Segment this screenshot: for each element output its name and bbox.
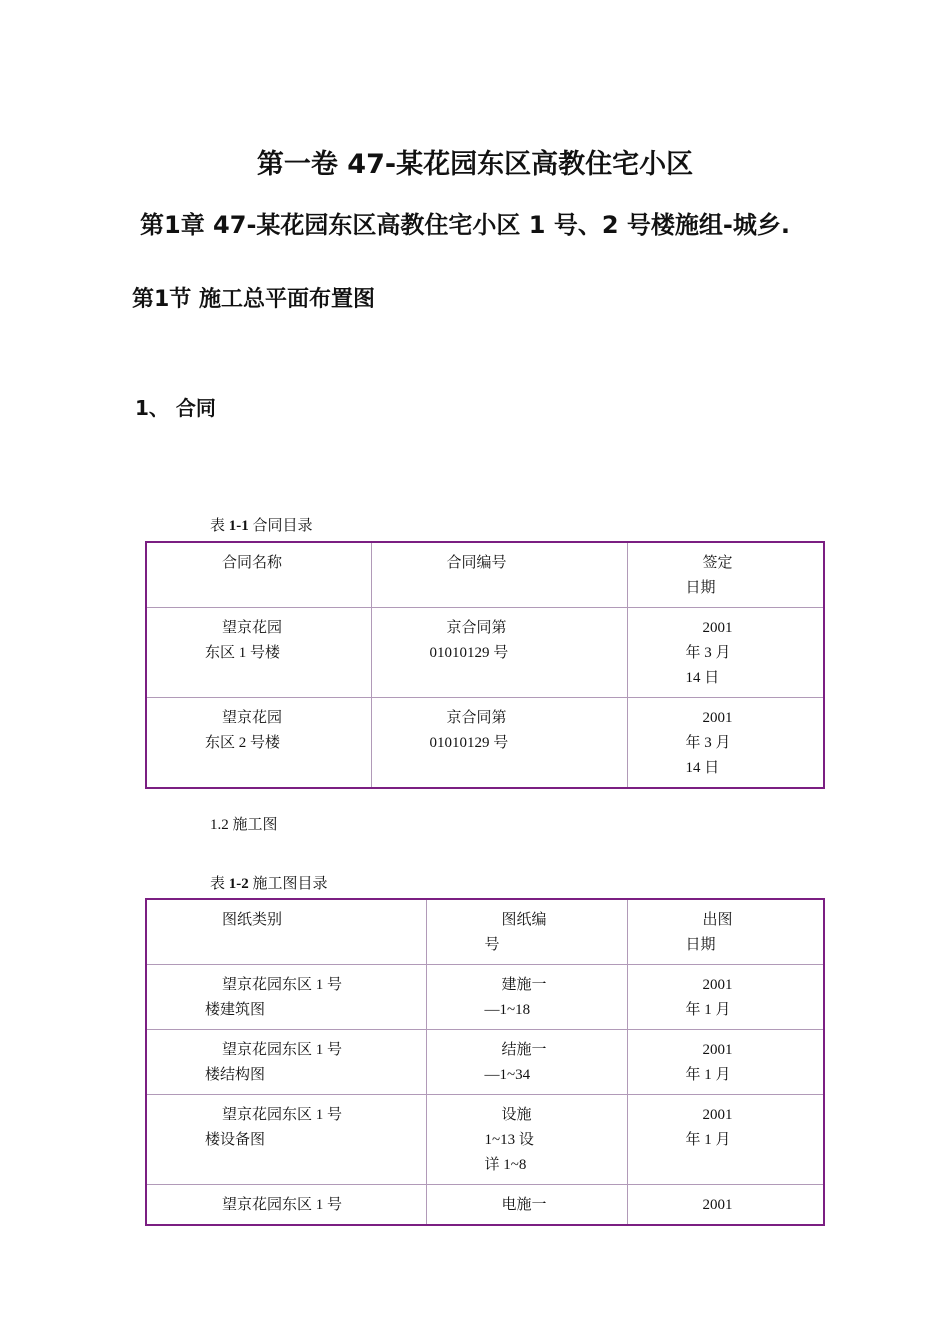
cell-line: 2001 bbox=[702, 1107, 733, 1123]
table2-caption: 表 1-2 施工图目录 bbox=[210, 876, 328, 892]
cell-line: 图纸编 bbox=[501, 912, 547, 928]
cell-line: 结施一 bbox=[501, 1042, 547, 1058]
cell-line: 楼建筑图 bbox=[205, 1002, 266, 1018]
cell-line: 年 1 月 bbox=[685, 1067, 731, 1083]
cell-line: 日期 bbox=[685, 580, 716, 596]
cell-line: 年 3 月 bbox=[685, 645, 731, 661]
table-cell bbox=[627, 1185, 824, 1226]
table-cell bbox=[627, 1095, 824, 1185]
cell-line: 2001 bbox=[702, 1042, 733, 1058]
cell-line: 建施一 bbox=[501, 977, 547, 993]
subheading-drawings: 1.2 施工图 bbox=[210, 817, 278, 833]
table-cell bbox=[371, 608, 627, 698]
table-cell bbox=[426, 1185, 627, 1226]
cell-line: 楼结构图 bbox=[205, 1067, 266, 1083]
volume-title: 第一卷 47-某花园东区高教住宅小区 bbox=[256, 149, 694, 180]
cell-line: 14 日 bbox=[685, 670, 720, 686]
cell-line: 01010129 号 bbox=[429, 735, 509, 751]
section-title: 第1节 施工总平面布置图 bbox=[132, 287, 375, 312]
cell-line: 2001 bbox=[702, 1197, 733, 1213]
table-row bbox=[146, 1095, 824, 1185]
cell-line: 东区 1 号楼 bbox=[205, 645, 281, 661]
table-cell bbox=[146, 1095, 426, 1185]
table-cell bbox=[146, 965, 426, 1030]
item-heading-contract: 1、 合同 bbox=[135, 396, 216, 420]
table-cell bbox=[627, 899, 824, 965]
table-cell bbox=[146, 1030, 426, 1095]
cell-line: 01010129 号 bbox=[429, 645, 509, 661]
table-cell bbox=[426, 1095, 627, 1185]
cell-line: 设施 bbox=[501, 1107, 532, 1123]
cell-line: 京合同第 bbox=[446, 620, 507, 636]
cell-line: 日期 bbox=[685, 937, 716, 953]
table-row bbox=[146, 1030, 824, 1095]
cell-line: 年 1 月 bbox=[685, 1002, 731, 1018]
table-cell bbox=[627, 542, 824, 608]
cell-line: 望京花园东区 1 号 bbox=[222, 1042, 343, 1058]
table-cell bbox=[146, 899, 426, 965]
table1-caption: 表 1-1 合同目录 bbox=[210, 518, 313, 534]
table-cell bbox=[627, 965, 824, 1030]
cell-line: 电施一 bbox=[501, 1197, 547, 1213]
table-row bbox=[146, 1185, 824, 1226]
cell-line: 1~13 设 bbox=[484, 1132, 534, 1148]
cell-line: 2001 bbox=[702, 977, 733, 993]
cell-line: —1~18 bbox=[484, 1002, 531, 1018]
cell-line: —1~34 bbox=[484, 1067, 531, 1083]
contract-table bbox=[145, 541, 825, 789]
cell-line: 望京花园东区 1 号 bbox=[222, 977, 343, 993]
cell-line: 号 bbox=[484, 937, 500, 953]
table-cell bbox=[146, 608, 371, 698]
cell-line: 合同编号 bbox=[446, 555, 507, 571]
chapter-title: 第1章 47-某花园东区高教住宅小区 1 号、2 号楼施组-城乡. bbox=[140, 211, 790, 239]
cell-line: 出图 bbox=[702, 912, 733, 928]
table-row bbox=[146, 965, 824, 1030]
drawing-table bbox=[145, 898, 825, 1226]
table-row bbox=[146, 608, 824, 698]
cell-line: 望京花园东区 1 号 bbox=[222, 1197, 343, 1213]
cell-line: 东区 2 号楼 bbox=[205, 735, 281, 751]
cell-line: 望京花园东区 1 号 bbox=[222, 1107, 343, 1123]
cell-line: 2001 bbox=[702, 620, 733, 636]
table-cell bbox=[146, 542, 371, 608]
cell-line: 京合同第 bbox=[446, 710, 507, 726]
table-cell bbox=[426, 965, 627, 1030]
cell-line: 图纸类别 bbox=[222, 912, 283, 928]
table-cell bbox=[426, 1030, 627, 1095]
table-cell bbox=[146, 698, 371, 789]
cell-line: 年 3 月 bbox=[685, 735, 731, 751]
table-row bbox=[146, 698, 824, 789]
table-header-row bbox=[146, 542, 824, 608]
cell-line: 楼设备图 bbox=[205, 1132, 266, 1148]
table-cell bbox=[627, 698, 824, 789]
table-cell bbox=[426, 899, 627, 965]
cell-line: 详 1~8 bbox=[484, 1157, 527, 1173]
table-cell bbox=[627, 1030, 824, 1095]
cell-line: 望京花园 bbox=[222, 710, 283, 726]
table-cell bbox=[146, 1185, 426, 1226]
table-cell bbox=[371, 698, 627, 789]
cell-line: 望京花园 bbox=[222, 620, 283, 636]
cell-line: 14 日 bbox=[685, 760, 720, 776]
cell-line: 签定 bbox=[702, 555, 733, 571]
cell-line: 年 1 月 bbox=[685, 1132, 731, 1148]
table-cell bbox=[627, 608, 824, 698]
table-cell bbox=[371, 542, 627, 608]
table-header-row bbox=[146, 899, 824, 965]
cell-line: 2001 bbox=[702, 710, 733, 726]
cell-line: 合同名称 bbox=[222, 555, 283, 571]
